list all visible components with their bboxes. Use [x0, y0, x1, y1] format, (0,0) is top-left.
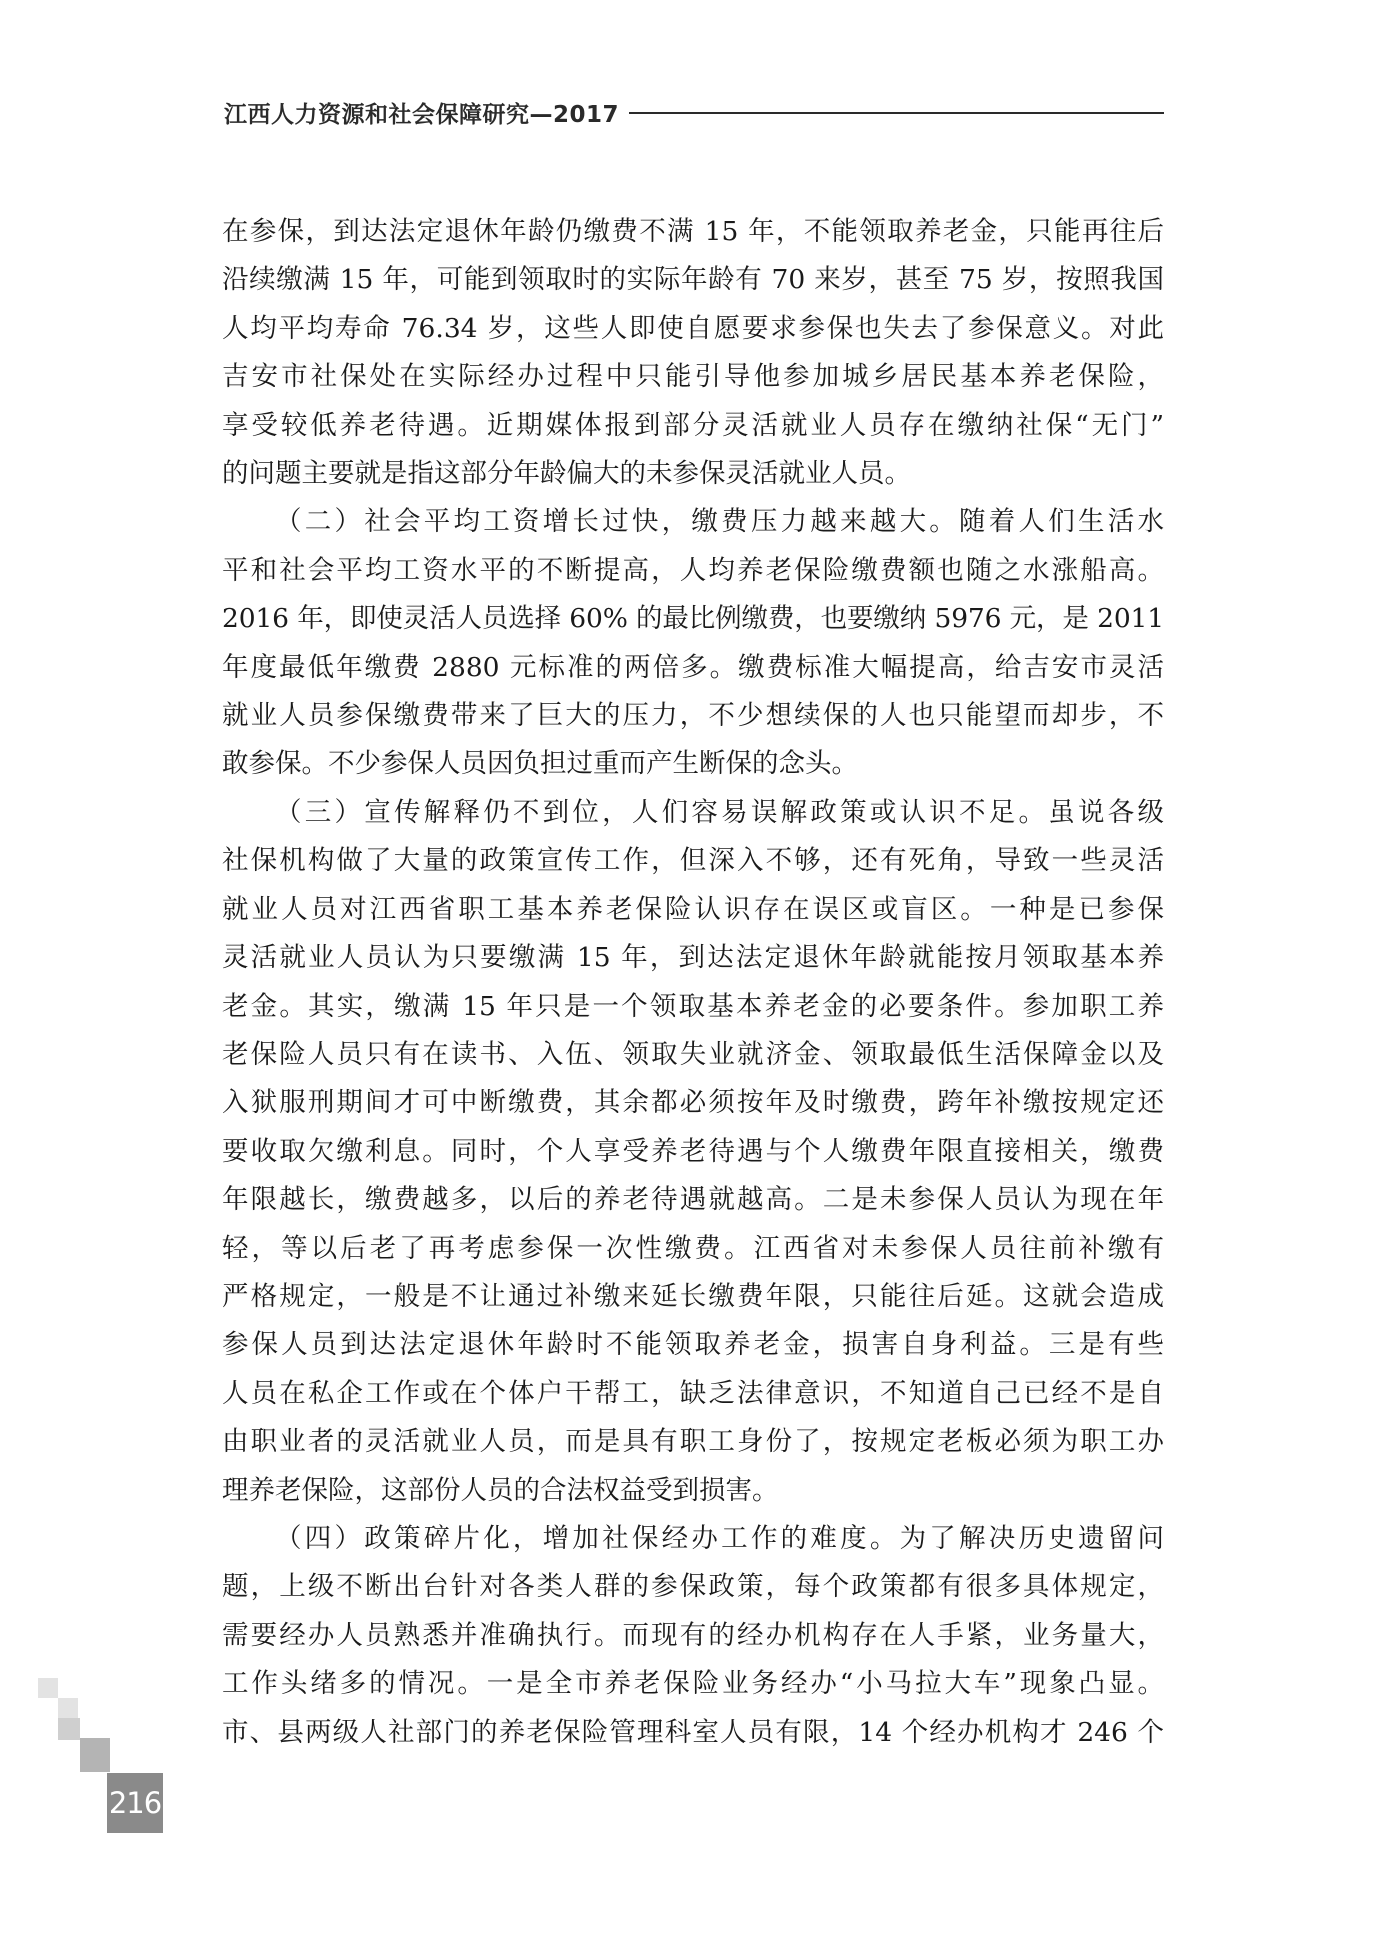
text-line: 人员在私企工作或在个体户干帮工，缺乏法律意识，不知道自己已经不是自: [222, 1377, 1164, 1409]
text-line: 就业人员对江西省职工基本养老保险认识存在误区或盲区。一种是已参保: [222, 893, 1164, 925]
text-line: 社保机构做了大量的政策宣传工作，但深入不够，还有死角，导致一些灵活: [222, 845, 1164, 877]
text-line: 年限越长，缴费越多，以后的养老待遇就越高。二是未参保人员认为现在年: [222, 1184, 1164, 1216]
text-line: 平和社会平均工资水平的不断提高，人均养老保险缴费额也随之水涨船高。: [222, 554, 1164, 586]
text-line: 吉安市社保处在实际经办过程中只能引导他参加城乡居民基本养老保险，: [222, 361, 1164, 393]
decorative-square: [58, 1718, 80, 1740]
text-line: 在参保，到达法定退休年龄仍缴费不满 15 年，不能领取养老金，只能再往后: [222, 216, 1164, 247]
text-line: 享受较低养老待遇。近期媒体报到部分灵活就业人员存在缴纳社保“无门”: [222, 409, 1164, 441]
text-line: 入狱服刑期间才可中断缴费，其余都必须按年及时缴费，跨年补缴按规定还: [222, 1087, 1164, 1119]
body-text: [222, 208, 1164, 1757]
paragraph-continuation: [222, 208, 1164, 498]
text-line: 的问题主要就是指这部分年龄偏大的未参保灵活就业人员。: [222, 458, 911, 490]
text-line: 沿续缴满 15 年，可能到领取时的实际年龄有 70 来岁，甚至 75 岁，按照我国: [222, 264, 1164, 296]
text-line: （二）社会平均工资增长过快，缴费压力越来越大。随着人们生活水: [275, 506, 1164, 538]
text-line: （四）政策碎片化，增加社保经办工作的难度。为了解决历史遗留问: [275, 1522, 1164, 1554]
running-header: [224, 92, 1164, 132]
text-line: 年度最低年缴费 2880 元标准的两倍多。缴费标准大幅提高，给吉安市灵活: [222, 651, 1164, 683]
text-line: 就业人员参保缴费带来了巨大的压力，不少想续保的人也只能望而却步，不: [222, 700, 1164, 732]
paragraph-section-4: [222, 1515, 1164, 1757]
text-line: 轻，等以后老了再考虑参保一次性缴费。江西省对未参保人员往前补缴有: [222, 1232, 1164, 1264]
text-line: 市、县两级人社部门的养老保险管理科室人员有限，14 个经办机构才 246 个: [222, 1716, 1164, 1748]
header-rule: [629, 112, 1164, 114]
text-line: 老保险人员只有在读书、入伍、领取失业就济金、领取最低生活保障金以及: [222, 1038, 1164, 1070]
decorative-square: [38, 1678, 58, 1698]
text-line: 题，上级不断出台针对各类人群的参保政策，每个政策都有很多具体规定，: [222, 1571, 1164, 1603]
text-line: 需要经办人员熟悉并准确执行。而现有的经办机构存在人手紧，业务量大，: [222, 1619, 1164, 1651]
text-line: （三）宣传解释仍不到位，人们容易误解政策或认识不足。虽说各级: [275, 796, 1164, 828]
text-line: 老金。其实，缴满 15 年只是一个领取基本养老金的必要条件。参加职工养: [222, 990, 1164, 1022]
text-line: 敢参保。不少参保人员因负担过重而产生断保的念头。: [222, 748, 858, 780]
text-line: 灵活就业人员认为只要缴满 15 年，到达法定退休年龄就能按月领取基本养: [222, 942, 1164, 974]
text-line: 人均平均寿命 76.34 岁，这些人即使自愿要求参保也失去了参保意义。对此: [222, 312, 1164, 344]
paragraph-section-3: [222, 789, 1164, 1515]
text-line: 工作头绪多的情况。一是全市养老保险业务经办“小马拉大车”现象凸显。: [222, 1668, 1164, 1700]
text-line: 由职业者的灵活就业人员，而是具有职工身份了，按规定老板必须为职工办: [222, 1426, 1164, 1458]
text-line: 严格规定，一般是不让通过补缴来延长缴费年限，只能往后延。这就会造成: [222, 1280, 1164, 1312]
text-line: 2016 年，即使灵活人员选择 60% 的最比例缴费，也要缴纳 5976 元，是 2011: [222, 603, 1164, 635]
paragraph-section-2: [222, 498, 1164, 788]
running-header-title: 江西人力资源和社会保障研究—2017: [224, 101, 620, 128]
page-number: 216: [107, 1773, 163, 1833]
decorative-square: [80, 1738, 110, 1772]
text-line: 要收取欠缴利息。同时，个人享受养老待遇与个人缴费年限直接相关，缴费: [222, 1135, 1164, 1167]
text-line: 参保人员到达法定退休年龄时不能领取养老金，损害自身利益。三是有些: [222, 1329, 1164, 1361]
text-line: 理养老保险，这部份人员的合法权益受到损害。: [222, 1474, 779, 1506]
decorative-square: [58, 1698, 78, 1718]
